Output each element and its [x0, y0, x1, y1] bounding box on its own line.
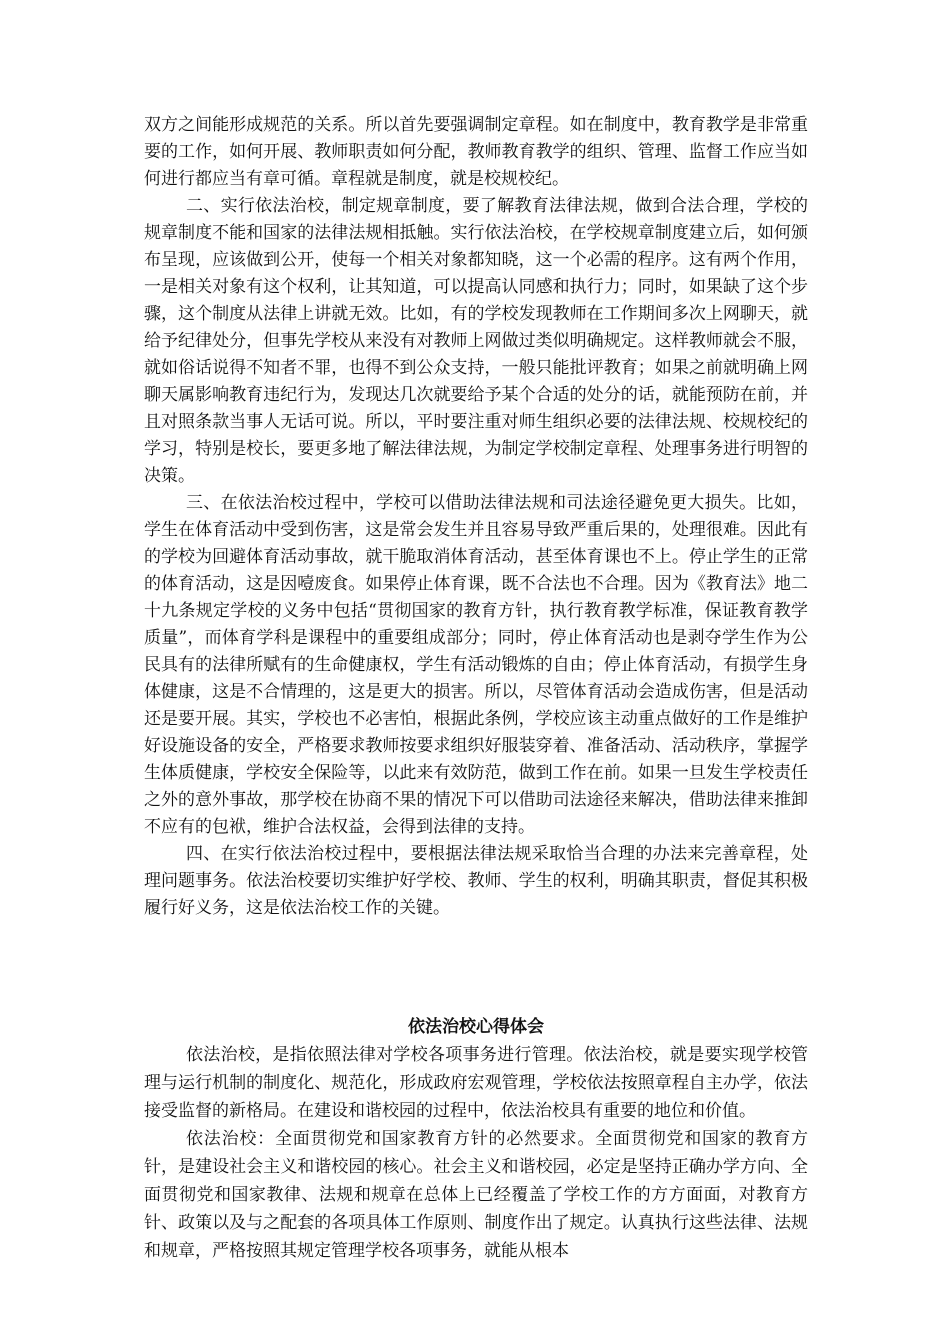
paragraph-point-two: 二、实行依法治校，制定规章制度，要了解教育法律法规，做到合法合理，学校的规章制度不能和国家的法律法规相抵触。实行依法治校，在学校规章制度建立后，如何颁布呈现，应该做到公开，使每一个相关对象都知晓，这一个必需的程序。这有两个作用，一是相关对象有这个权利，让其知道，可以提高认同感和执行力；同时，如果缺了这个步骤，这个制度从法律上讲就无效。比如，有的学校发现教师在工作期间多次上网聊天，就给予纪律处分，但事先学校从来没有对教师上网做过类似明确规定。这样教师就会不服，就如俗话说得不知者不罪，也得不到公众支持，一般只能批评教育；如果之前就明确上网聊天属影响教育违纪行为，发现达几次就要给予某个合适的处分的话，就能预防在前，并且对照条款当事人无话可说。所以，平时要注重对师生组织必要的法律法规、校规校纪的学习，特别是校长，要更多地了解法律法规，为制定学校制定章程、处理事务进行明智的决策。	[144, 196, 808, 486]
paragraph-point-four: 四、在实行依法治校过程中，要根据法律法规采取恰当合理的办法来完善章程，处理问题事务。依法治校要切实维护好学校、教师、学生的权利，明确其职责，督促其积极履行好义务，这是依法治校工作的关键。	[144, 844, 808, 918]
document-page	[144, 112, 808, 1265]
section-gap	[144, 922, 808, 1014]
section-title: 依法治校心得体会	[408, 1017, 544, 1037]
paragraph-point-three: 三、在依法治校过程中，学校可以借助法律法规和司法途径避免更大损失。比如，学生在体育活动中受到伤害，这是常会发生并且容易导致严重后果的，处理很难。因此有的学校为回避体育活动事故，就干脆取消体育活动，甚至体育课也不上。停止学生的正常的体育活动，这是因噎废食。如果停止体育课，既不合法也不合理。因为《教育法》地二十九条规定学校的义务中包括“贯彻国家的教育方针，执行教育教学标准，保证教育教学质量”，而体育学科是课程中的重要组成部分；同时，停止体育活动也是剥夺学生作为公民具有的法律所赋有的生命健康权，学生有活动锻炼的自由；停止体育活动，有损学生身体健康，这是不合情理的，这是更大的损害。所以，尽管体育活动会造成伤害，但是活动还是要开展。其实，学校也不必害怕，根据此条例，学校应该主动重点做好的工作是维护好设施设备的安全，严格要求教师按要求组织好服装穿着、准备活动、活动秩序，掌握学生体质健康，学校安全保险等，以此来有效防范，做到工作在前。如果一旦发生学校责任之外的意外事故，那学校在协商不果的情况下可以借助司法途径来解决，借助法律来推卸不应有的包袱，维护合法权益，会得到法律的支持。	[144, 493, 808, 837]
section-continued-text	[144, 112, 808, 922]
paragraph-definition: 依法治校，是指依照法律对学校各项事务进行管理。依法治校，就是要实现学校管理与运行机制的制度化、规范化，形成政府宏观管理，学校依法按照章程自主办学，依法接受监督的新格局。在建设和谐校园的过程中，依法治校具有重要的地位和价值。	[144, 1045, 808, 1121]
paragraph-continuation: 双方之间能形成规范的关系。所以首先要强调制定章程。如在制度中，教育教学是非常重要的工作，如何开展、教师职责如何分配，教师教育教学的组织、管理、监督工作应当如何进行都应当有章可循。章程就是制度，就是校规校纪。	[144, 115, 808, 189]
paragraph-requirement: 依法治校：全面贯彻党和国家教育方针的必然要求。全面贯彻党和国家的教育方针，是建设社会主义和谐校园的核心。社会主义和谐校园，必定是坚持正确办学方向、全面贯彻党和国家教律、法规和规章在总体上已经覆盖了学校工作的方方面面，对教育方针、政策以及与之配套的各项具体工作原则、制度作出了规定。认真执行这些法律、法规和规章，严格按照其规定管理学校各项事务，就能从根本	[144, 1129, 808, 1261]
section-reflection	[144, 1014, 808, 1265]
